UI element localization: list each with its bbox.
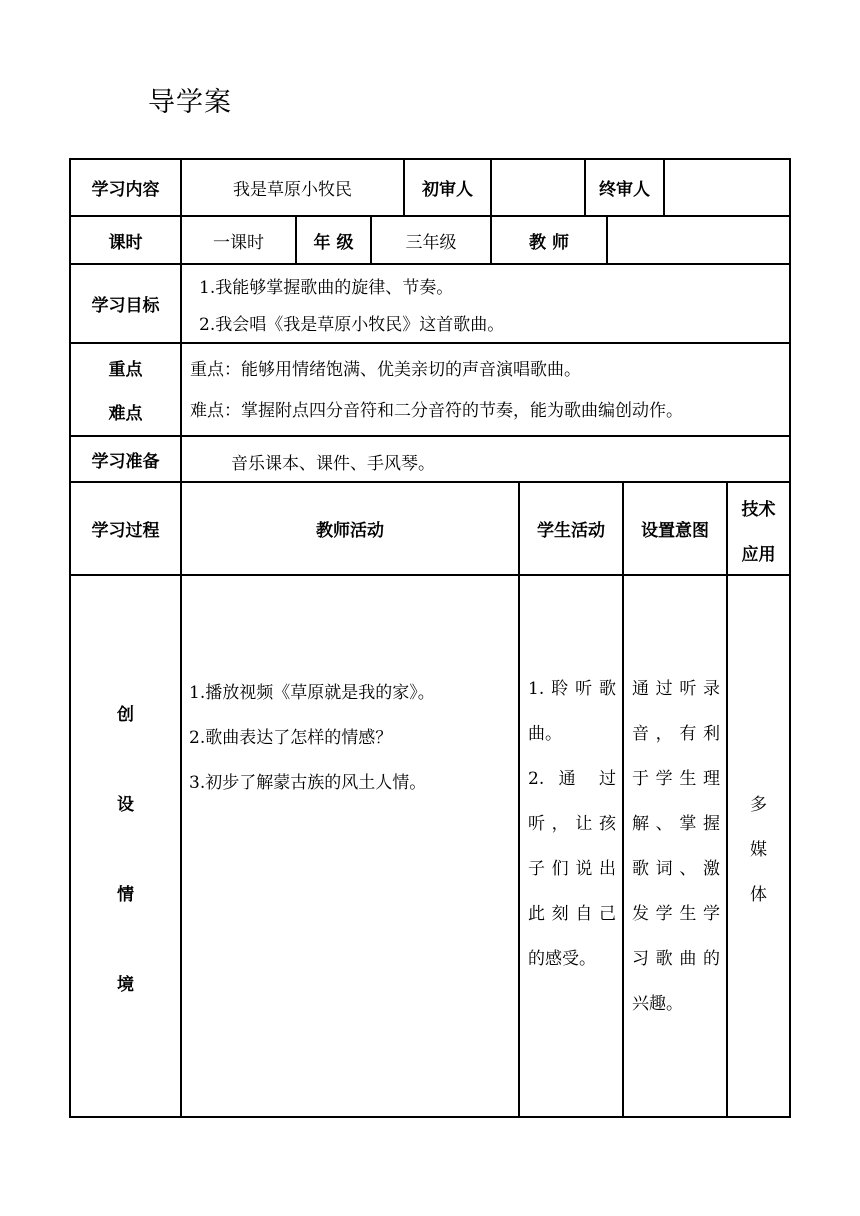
process-label: 学习过程	[91, 521, 160, 541]
teacher-activity-item: 3.初步了解蒙古族的风土人情。	[189, 773, 427, 793]
goal-item: 2.我会唱《我是草原小牧民》这首歌曲。	[199, 315, 505, 335]
intent-header: 设置意图	[641, 521, 709, 541]
student-activity-line: 此刻自己	[528, 904, 616, 924]
tech-char: 体	[750, 884, 767, 905]
stage-name-char: 境	[117, 974, 134, 995]
stage-name-char: 情	[117, 884, 134, 905]
student-activity-line: 曲。	[528, 724, 562, 744]
intent-line: 发学生学	[632, 904, 720, 924]
stage-name-char: 创	[117, 704, 134, 725]
period-label: 课时	[108, 232, 143, 253]
tech-header-line2: 应用	[741, 544, 776, 565]
stage-name-char: 设	[117, 794, 134, 815]
page-title: 导学案	[148, 87, 232, 118]
student-activity-line: 子们说出	[528, 859, 616, 879]
key-point-text: 重点：能够用情绪饱满、优美亲切的声音演唱歌曲。	[190, 360, 581, 380]
intent-line: 解、掌握	[632, 814, 720, 834]
student-activity-header: 学生活动	[537, 521, 605, 541]
tech-header-line1: 技术	[741, 499, 776, 520]
goals-label: 学习目标	[91, 296, 160, 316]
goal-item: 1.我能够掌握歌曲的旋律、节奏。	[199, 278, 454, 298]
intent-line: 习歌曲的	[632, 949, 720, 969]
tech-char: 媒	[750, 839, 767, 860]
preparation-value: 音乐课本、课件、手风琴。	[231, 454, 435, 474]
intent-line: 兴趣。	[632, 994, 683, 1014]
content-value: 我是草原小牧民	[233, 180, 352, 200]
preparation-label: 学习准备	[91, 451, 160, 472]
teacher-activity-item: 2.歌曲表达了怎样的情感？	[189, 728, 393, 748]
first-reviewer-label: 初审人	[422, 180, 473, 200]
student-activity-text	[528, 667, 616, 982]
teacher-value	[608, 217, 789, 263]
content-label: 学习内容	[91, 180, 160, 200]
intent-text	[632, 667, 720, 1027]
teacher-activity-item: 1.播放视频《草原就是我的家》。	[189, 683, 435, 703]
final-reviewer-label: 终审人	[599, 180, 650, 200]
grade-label: 年 级	[313, 232, 354, 253]
difficult-label: 难点	[108, 403, 143, 424]
teacher-activity-header: 教师活动	[316, 521, 384, 541]
intent-line: 音，有利	[632, 724, 720, 744]
student-activity-line: 2. 通 过	[528, 769, 616, 789]
first-reviewer-value	[492, 160, 584, 215]
intent-line: 通过听录	[632, 679, 720, 699]
period-value: 一课时	[213, 232, 264, 253]
final-reviewer-value	[665, 160, 789, 215]
student-activity-line: 1.聆听歌	[528, 679, 616, 699]
tech-char: 多	[750, 794, 767, 815]
key-label: 重点	[108, 359, 143, 380]
teacher-label: 教 师	[529, 232, 569, 253]
difficult-point-text: 难点：掌握附点四分音符和二分音符的节奏，能为歌曲编创动作。	[190, 401, 683, 421]
intent-line: 于学生理	[632, 769, 720, 789]
student-activity-line: 的感受。	[528, 949, 596, 969]
intent-line: 歌词、激	[632, 859, 720, 879]
grade-value: 三年级	[405, 232, 457, 253]
student-activity-line: 听，让孩	[528, 814, 616, 834]
